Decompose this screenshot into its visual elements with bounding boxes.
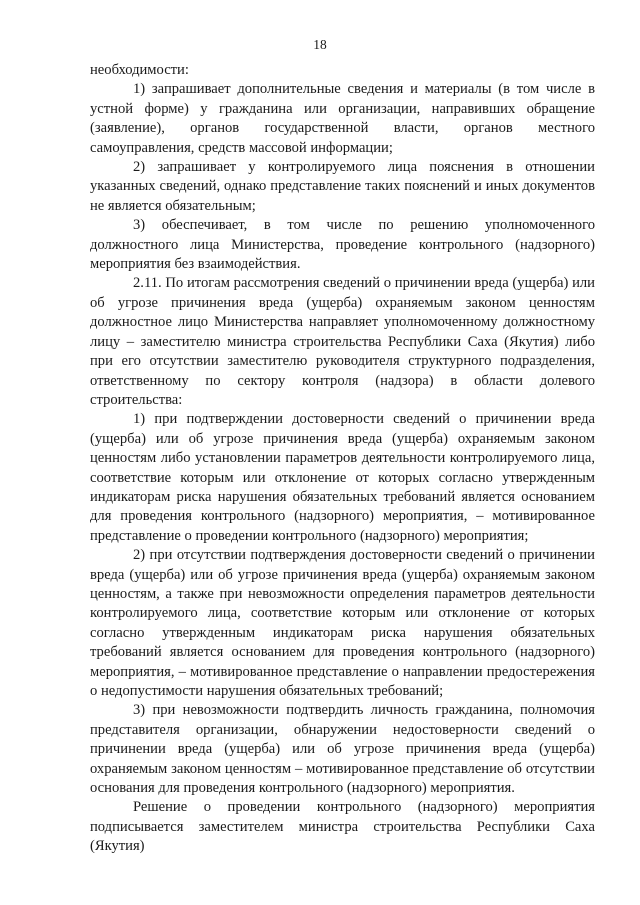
paragraph-item-1-request-materials: 1) запрашивает дополнительные сведения и материалы (в том числе в устной форме) у гражданина или организации, направивших обращение (заявление), органов государственной власти, органов местного самоуправления, средств массовой информации; [90, 81, 595, 156]
paragraph-2-11-item-3: 3) при невозможности подтвердить личность гражданина, полномочия представителя организации, обнаружении недостоверности сведений о причинении вреда (ущерба) или об угрозе причинения вреда (ущерба) охраняемым законом ценностям – мотивированное представление об отсутствии основания для проведения контрольного (надзорного) мероприятия. [90, 702, 595, 797]
paragraph-item-2-request-explanations: 2) запрашивает у контролируемого лица пояснения в отношении указанных сведений, однако представление таких пояснений и иных документов не является обязательным; [90, 159, 595, 214]
paragraph-2-11-item-2: 2) при отсутствии подтверждения достоверности сведений о причинении вреда (ущерба) или об угрозе причинения вреда (ущерба) охраняемым законом ценностям, а также при невозможности определения параметров деятельности контролируемого лица, соответствие которым или отклонение от которых согласно утвержденным индикаторам риска нарушения обязательных требований является основанием для проведения контрольного (надзорного) мероприятия, – мотивированное представление о направлении предостережения о недопустимости нарушения обязательных требований; [90, 547, 595, 699]
paragraph-item-3-ensure-inspection: 3) обеспечивает, в том числе по решению уполномоченного должностного лица Министерства, проведение контрольного (надзорного) мероприятия без взаимодействия. [90, 217, 595, 273]
document-body [90, 61, 595, 857]
paragraph-2-11-item-1: 1) при подтверждении достоверности сведений о причинении вреда (ущерба) или об угрозе причинения вреда (ущерба) охраняемым законом ценностям либо установлении параметров деятельности контролируемого лица, соответствие которым или отклонение от которых согласно утвержденным индикаторам риска нарушения обязательных требований является основанием для проведения контрольного (надзорного) мероприятия, – мотивированное представление о проведении контрольного (надзорного) мероприятия; [90, 411, 595, 544]
paragraph-section-2-11: 2.11. По итогам рассмотрения сведений о причинении вреда (ущерба) или об угрозе причинения вреда (ущерба) охраняемым законом ценностям должностное лицо Министерства направляет уполномоченному должностному лицу – заместителю министра строительства Республики Саха (Якутия) либо при его отсутствии заместителю руководителя структурного подразделения, ответственному по сектору контроля (надзора) в области долевого строительства: [90, 275, 595, 408]
paragraph-continuation: необходимости: [90, 62, 189, 78]
paragraph-decision-signing: Решение о проведении контрольного (надзорного) мероприятия подписывается заместителем министра строительства Республики Саха (Якутия) [90, 799, 595, 855]
page-number: 18 [313, 37, 327, 52]
